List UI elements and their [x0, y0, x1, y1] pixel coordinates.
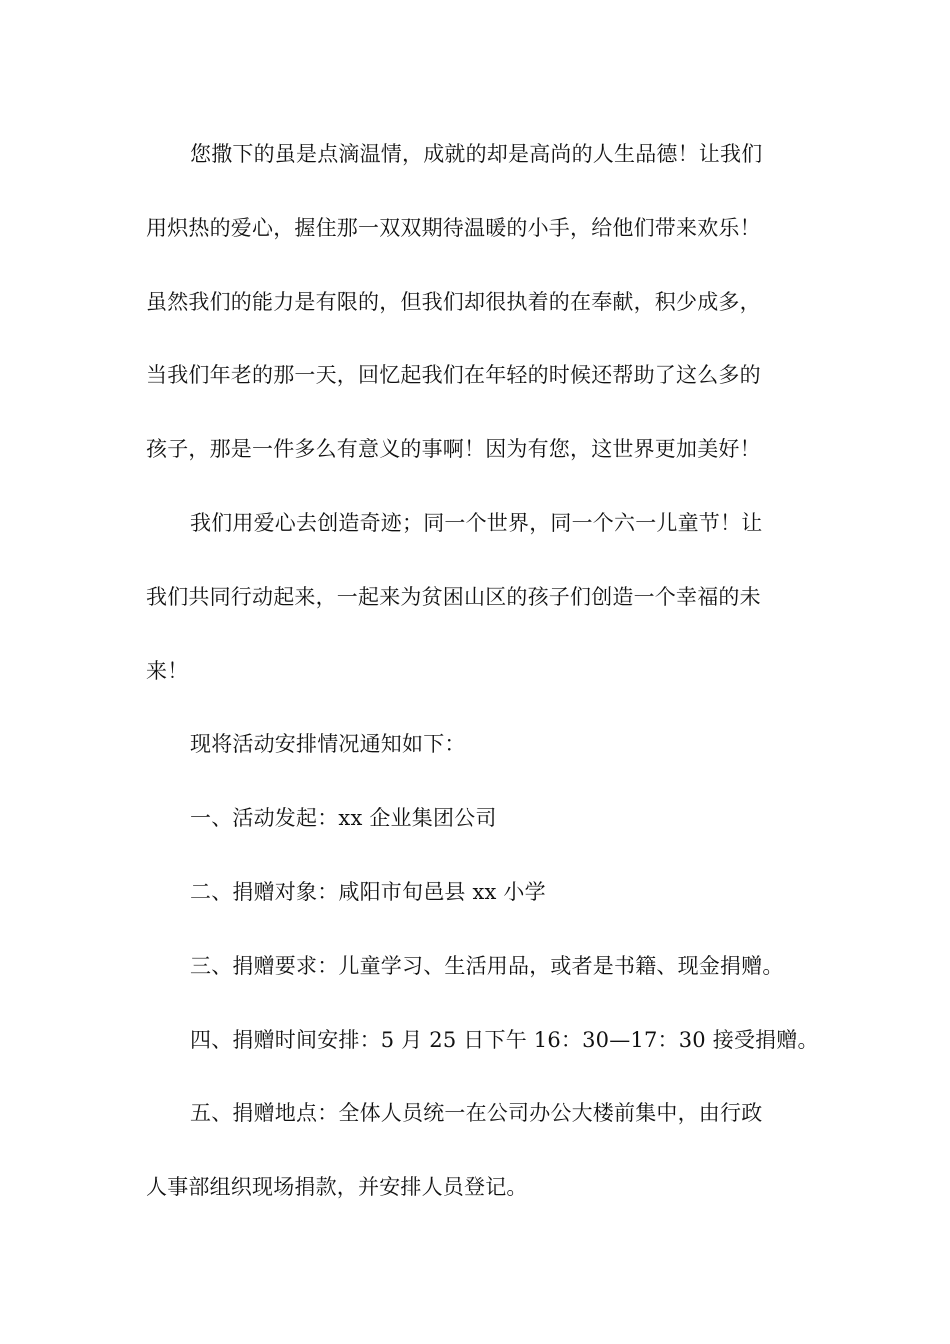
list-item-requirements: 三、捐赠要求：儿童学习、生活用品，或者是书籍、现金捐赠。	[190, 953, 784, 978]
document-body	[146, 118, 819, 1225]
list-item-location: 五、捐赠地点：全体人员统一在公司办公大楼前集中，由行政	[190, 1101, 763, 1126]
list-item-organizer: 一、活动发起：xx 企业集团公司	[190, 806, 497, 831]
list-item-schedule: 四、捐赠时间安排：5 月 25 日下午 16：30—17：30 接受捐赠。	[190, 1027, 819, 1052]
notice-intro: 现将活动安排情况通知如下：	[190, 732, 466, 757]
paragraph-line: 我们用爱心去创造奇迹；同一个世界，同一个六一儿童节！让	[190, 510, 763, 535]
paragraph-line: 您撒下的虽是点滴温情，成就的却是高尚的人生品德！让我们	[190, 142, 763, 166]
list-item-recipient: 二、捐赠对象：咸阳市旬邑县 xx 小学	[190, 879, 546, 904]
paragraph-line: 我们共同行动起来，一起来为贫困山区的孩子们创造一个幸福的未	[146, 584, 761, 609]
paragraph-line: 当我们年老的那一天，回忆起我们在年轻的时候还帮助了这么多的	[146, 363, 761, 388]
paragraph-line: 孩子，那是一件多么有意义的事啊！因为有您，这世界更加美好！	[146, 437, 761, 462]
paragraph-line: 虽然我们的能力是有限的，但我们却很执着的在奉献，积少成多，	[146, 289, 761, 314]
paragraph-line: 用炽热的爱心，握住那一双双期待温暖的小手，给他们带来欢乐！	[146, 215, 761, 240]
paragraph-line: 来！	[146, 658, 189, 683]
list-item-location-continued: 人事部组织现场捐款，并安排人员登记。	[146, 1175, 528, 1200]
